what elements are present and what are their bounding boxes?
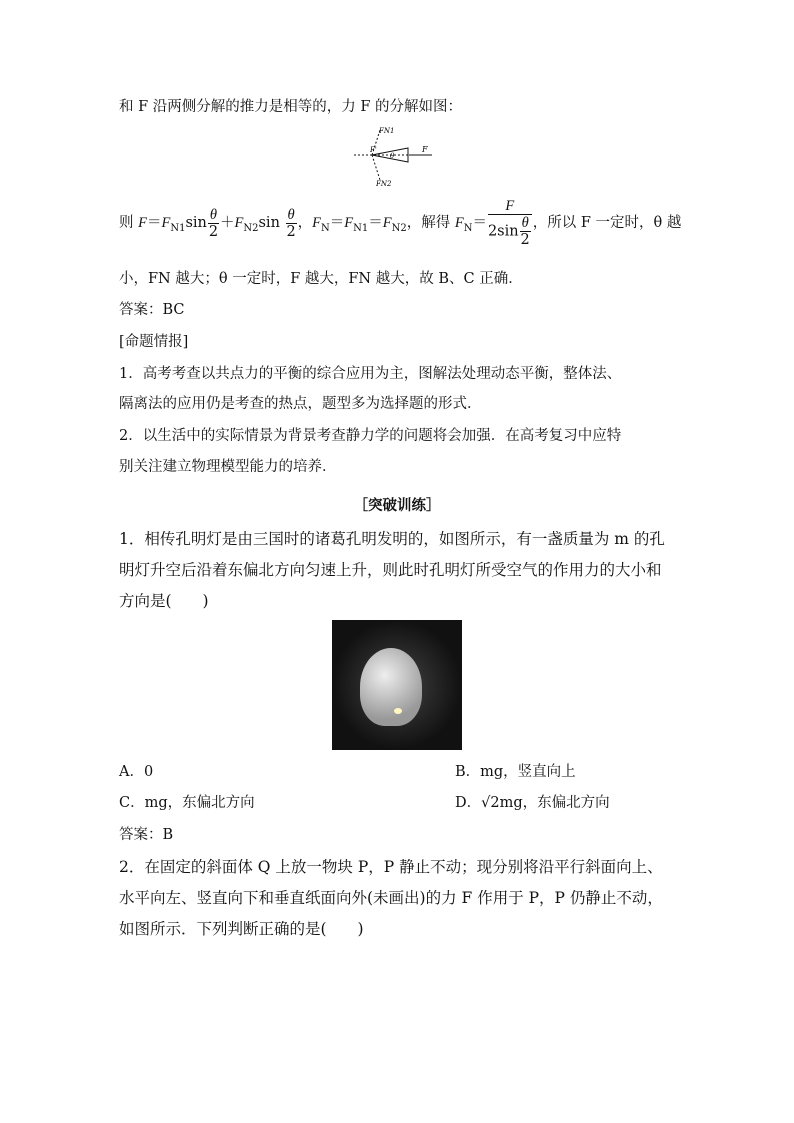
- formula-suffix: ，所以 F 一定时，θ 越: [532, 215, 682, 231]
- intel-item1-l1: 1．高考考查以共点力的平衡的综合应用为主，图解法处理动态平衡，整体法、: [119, 366, 622, 382]
- intel-item2-l1: 2．以生活中的实际情景为背景考查静力学的问题将会加强．在高考复习中应特: [119, 428, 622, 444]
- solution-line-1: 和 F 沿两侧分解的推力是相等的，力 F 的分解如图：: [119, 99, 463, 115]
- q1-line-3: 方向是( ): [119, 592, 209, 610]
- intel-item1-l2: 隔离法的应用仍是考查的热点，题型多为选择题的形式．: [119, 396, 482, 412]
- label-fn1: FN1: [379, 127, 395, 135]
- q1-option-d: D．√2mg，东偏北方向: [455, 795, 610, 811]
- formula-mid: ，解得: [406, 215, 451, 231]
- formula-prefix: 则: [119, 215, 134, 231]
- label-theta: θ: [390, 152, 395, 160]
- q1-option-a: A．0: [119, 764, 154, 780]
- answer-1: 答案：BC: [119, 302, 185, 318]
- intel-heading: [命题情报]: [119, 334, 189, 350]
- q2-line-3: 如图所示．下列判断正确的是( ): [119, 920, 364, 938]
- section-title: ［突破训练］: [353, 497, 441, 514]
- q1-line-1: 1．相传孔明灯是由三国时的诸葛孔明发明的，如图所示，有一盏质量为 m 的孔: [119, 530, 665, 548]
- label-f: F: [422, 145, 428, 154]
- formula-line: 则 $F=F_{N1}\sin$ $\frac{\theta}{2}$ $+F_{N2}\sin$ $\frac{\theta}{2}$ ，$F_N=F_{N1}=F_{N2}$，解得 $F_N=$ F 2sin $\frac{\theta}{2}$ ，所以 F 一定时，θ 越: [119, 198, 682, 248]
- intel-item2-l2: 别关注建立物理模型能力的培养．: [119, 459, 337, 475]
- sky-lantern-photo: [332, 620, 462, 750]
- force-decomposition-diagram: [352, 124, 442, 188]
- label-fn2: FN2: [376, 180, 392, 188]
- q1-option-c: C．mg，东偏北方向: [119, 795, 255, 811]
- q2-line-1: 2．在固定的斜面体 Q 上放一物块 P，P 静止不动；现分别将沿平行斜面向上、: [119, 858, 663, 876]
- q2-line-2: 水平向左、竖直向下和垂直纸面向外(未画出)的力 F 作用于 P，P 仍静止不动，: [119, 889, 663, 907]
- q1-option-b: B．mg，竖直向上: [455, 764, 576, 780]
- label-fprime: F': [370, 146, 377, 154]
- q1-line-2: 明灯升空后沿着东偏北方向匀速上升，则此时孔明灯所受空气的作用力的大小和: [119, 561, 662, 579]
- solution-line-3: 小，FN 越大；θ 一定时，F 越大，FN 越大，故 B、C 正确．: [119, 271, 523, 287]
- answer-q1: 答案：B: [119, 827, 174, 843]
